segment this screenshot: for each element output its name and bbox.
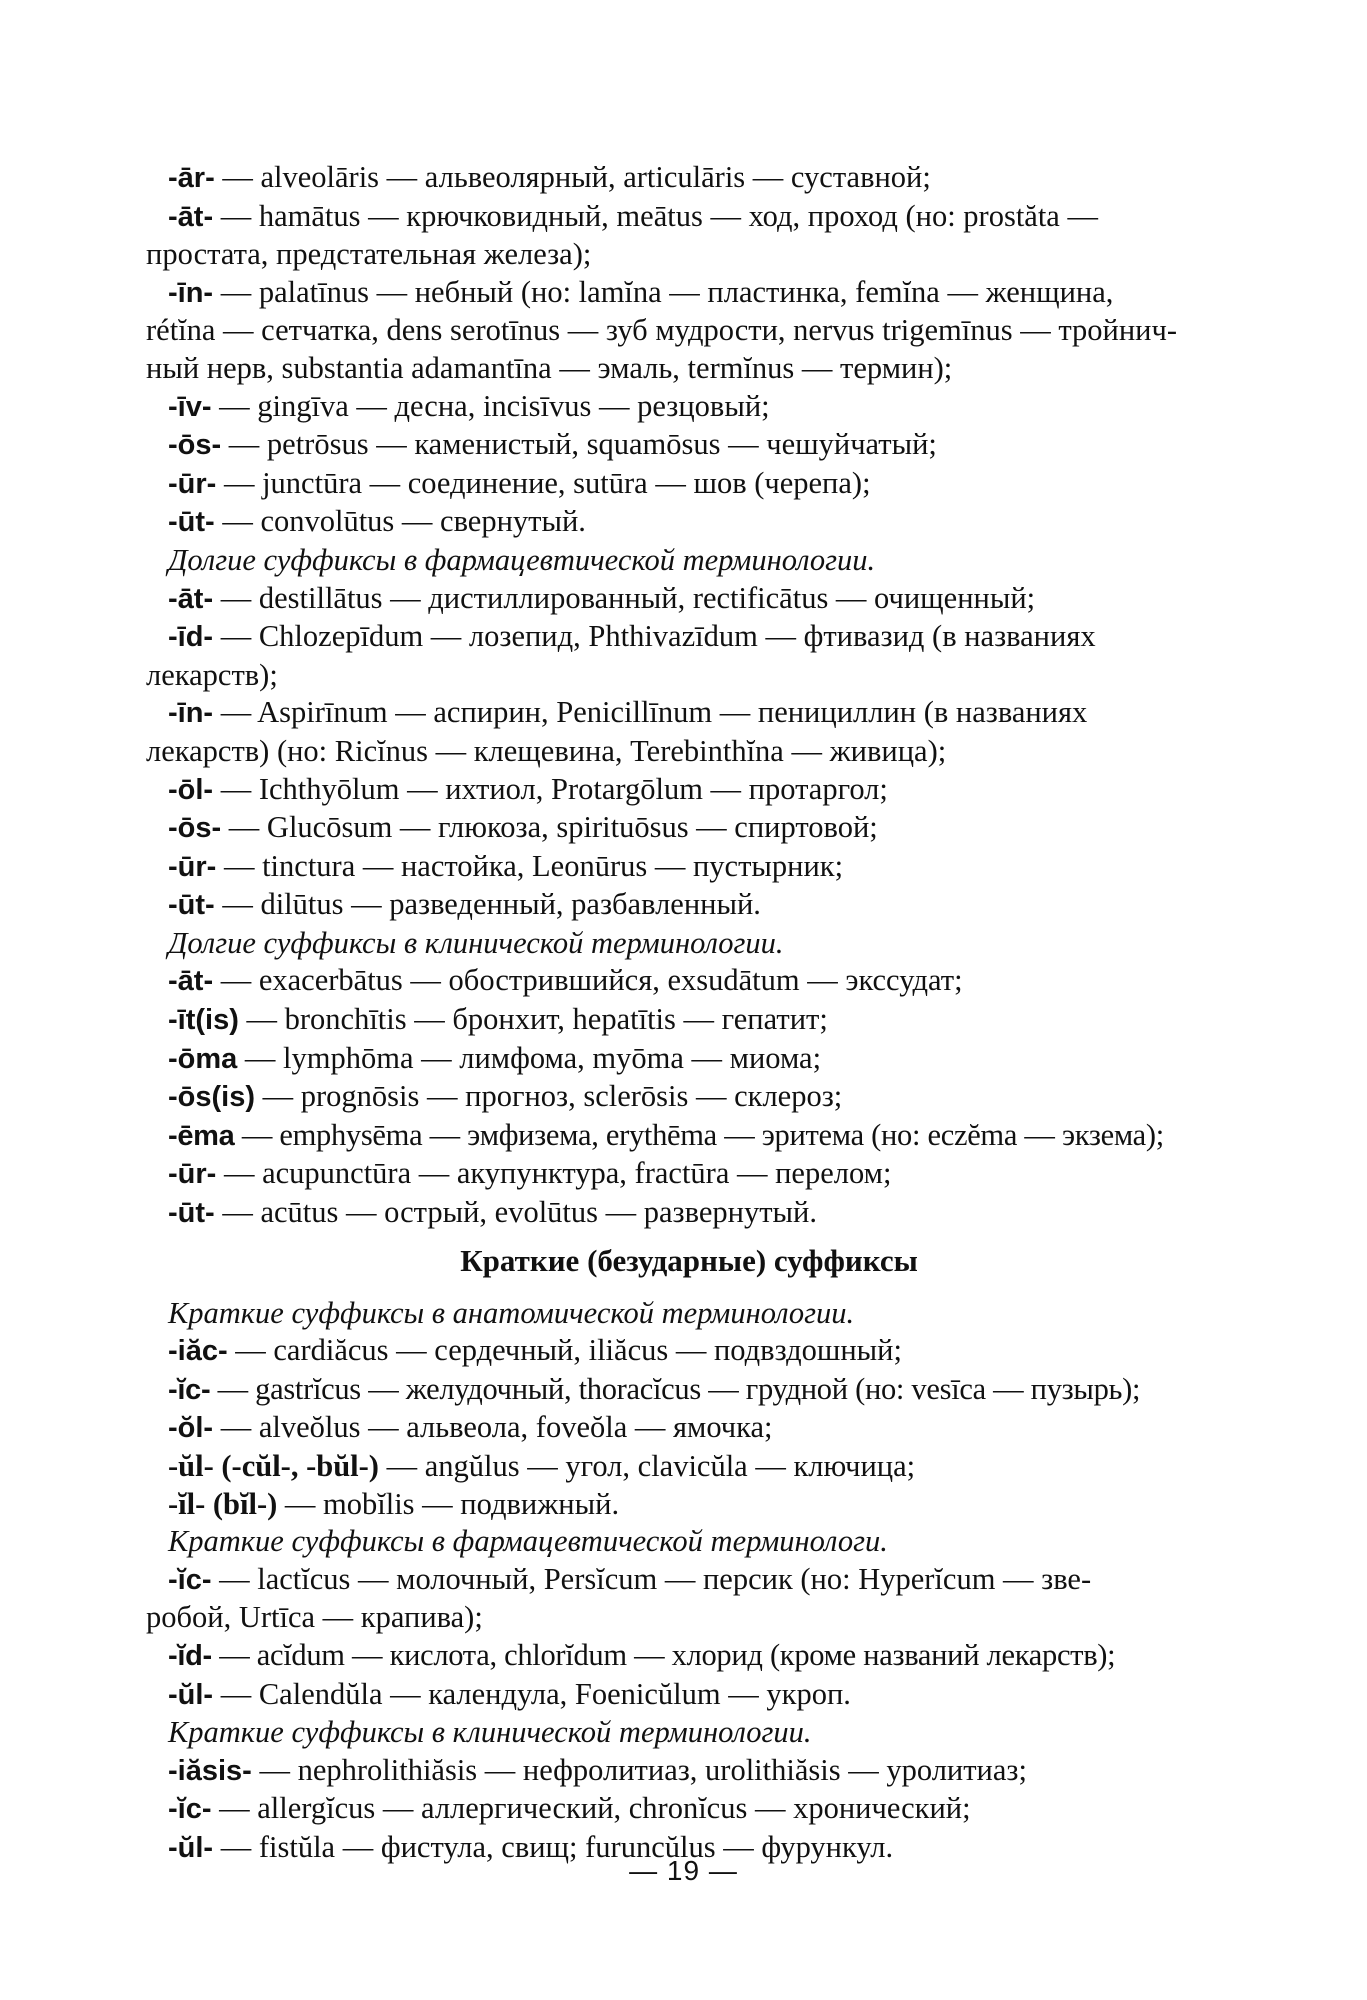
entry-line: -ĭd- — acĭdum — кислота, chlorĭdum — хлорид (кроме названий лекарств);	[168, 1637, 1116, 1672]
entry-line: -āt- — destillātus — дистиллированный, rectificātus — очищенный;	[168, 580, 1036, 615]
entry-line-continued: робой, Urtīca — крапива);	[146, 1600, 483, 1635]
entry-line-continued: ный нерв, substantia adamantīna — эмаль, termĭnus — термин);	[146, 350, 953, 385]
page-number: — 19 —	[629, 1855, 738, 1886]
entry-line: -īt(is) — bronchītis — бронхит, hepatītis — гепатит;	[168, 1002, 828, 1037]
entry-line: -ūr- — junctūra — соединение, sutūra — шов (черепа);	[168, 465, 871, 500]
subtitle-anat-short: Краткие суффиксы в анатомической терминологии.	[168, 1295, 855, 1330]
entry-line: -ūt- — dilūtus — разведенный, разбавленный.	[168, 887, 761, 922]
entry-line: -ĭl- (bĭl-) — mobĭlis — подвижный.	[168, 1486, 620, 1521]
entry-line-continued: простата, предстательная железа);	[146, 237, 592, 272]
entry-line: -ŭl- (-cŭl-, -bŭl-) — angŭlus — угол, clavicŭla — ключица;	[168, 1449, 916, 1483]
entry-line: -āt- — hamātus — крючковидный, meātus — ход, проход (но: prostăta —	[168, 198, 1098, 233]
entry-line: -ĭc- — gastrĭcus — желудочный, thoracĭcus — грудной (но: vesīca — пузырь);	[168, 1371, 1141, 1406]
entry-line: -īn- — palatīnus — небный (но: lamĭna — пластинка, femĭna — женщина,	[168, 274, 1114, 309]
entry-line-continued: rétĭna — сетчатка, dens serotīnus — зуб мудрости, nervus trigemīnus — тройнич-	[146, 313, 1177, 348]
entry-line: -īn- — Aspirīnum — аспирин, Penicillīnum — пенициллин (в названиях	[168, 695, 1088, 730]
entry-line: -īd- — Chlozepīdum — лозепид, Phthivazīdum — фтивазид (в названиях	[168, 619, 1096, 654]
entry-line: -ēma — emphysēma — эмфизема, erythēma — эритема (но: eczĕma — экзема);	[168, 1117, 1164, 1152]
entry-line: -ūr- — tinctura — настойка, Leonūrus — пустырник;	[168, 848, 844, 883]
subtitle-clin-short: Краткие суффиксы в клинической терминологии.	[168, 1715, 812, 1750]
subtitle-clin-long: Долгие суффиксы в клинической терминологии.	[168, 925, 784, 960]
entry-line: -īv- — gingīva — десна, incisīvus — резцовый;	[168, 388, 770, 423]
entry-line: -ŭl- — fistŭla — фистула, свищ; furuncŭlus — фурункул.	[168, 1829, 894, 1864]
entry-line: -ŏl- — alveŏlus — альвеола, foveŏla — ямочка;	[168, 1410, 773, 1445]
entry-line: -ĭc- — allergĭcus — аллергический, chronĭcus — хронический;	[168, 1791, 971, 1826]
entry-line: -ōl- — Ichthyōlum — ихтиол, Protargōlum — протаргол;	[168, 771, 888, 806]
entry-line: -ŭl- — Calendŭla — календула, Foenicŭlum — укроп.	[168, 1676, 851, 1711]
subtitle-pharm-short: Краткие суффиксы в фармацевтической терминологи.	[168, 1524, 888, 1559]
subtitle-pharm-long: Долгие суффиксы в фармацевтической терминологии.	[168, 542, 876, 577]
entry-line: -iăsis- — nephrolithiăsis — нефролитиаз, urolithiăsis — уролитиаз;	[168, 1752, 1027, 1787]
entry-line: -ūt- — acūtus — острый, evolūtus — развернутый.	[168, 1195, 817, 1230]
entry-line: -iăc- — cardiăcus — сердечный, iliăcus — подвздошный;	[168, 1333, 902, 1368]
entry-line-continued: лекарств) (но: Ricĭnus — клещевина, Terebinthĭna — живица);	[146, 733, 947, 768]
entry-line: -ār- — alveolāris — альвеолярный, articulāris — суставной;	[168, 160, 931, 194]
entry-line-continued: лекарств);	[146, 657, 278, 692]
entry-line: -ĭc- — lactĭcus — молочный, Persĭcum — персик (но: Hyperĭcum — зве-	[168, 1561, 1092, 1596]
entry-line: -ōs- — petrōsus — каменистый, squamōsus — чешуйчатый;	[168, 427, 937, 462]
entry-line: -ōs(is) — prognōsis — прогноз, sclerōsis — склероз;	[168, 1079, 843, 1114]
entry-line: -ūt- — convolūtus — свернутый.	[168, 504, 586, 539]
page-content	[146, 159, 1232, 1868]
section-heading: Краткие (безударные) суффиксы	[460, 1242, 918, 1278]
entry-line: -ōma — lymphōma — лимфома, myōma — миома;	[168, 1040, 822, 1075]
entry-line: -āt- — exacerbātus — обострившийся, exsudātum — экссудат;	[168, 963, 963, 998]
entry-line: -ūr- — acupunctūra — акупунктура, fractūra — перелом;	[168, 1156, 892, 1191]
entry-line: -ōs- — Glucōsum — глюкоза, spirituōsus — спиртовой;	[168, 810, 878, 845]
